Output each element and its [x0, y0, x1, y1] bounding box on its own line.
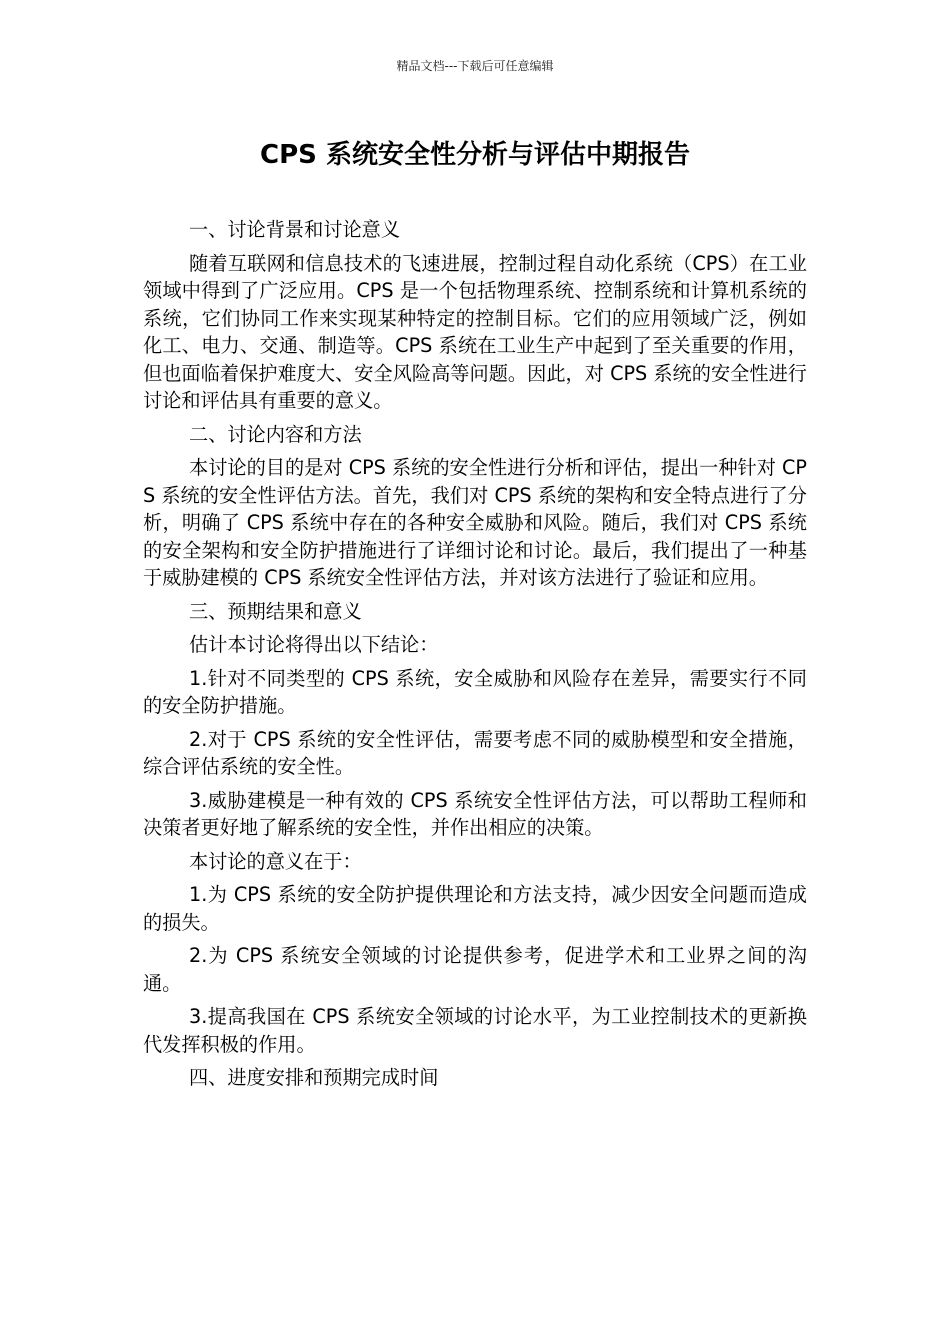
document-body	[143, 216, 807, 1098]
significance-intro: 本讨论的意义在于：	[189, 849, 362, 873]
conclusions-intro: 估计本讨论将得出以下结论：	[189, 633, 439, 656]
header-note: 精品文档---下载后可任意编辑	[396, 59, 554, 73]
significance-item: 2.为 CPS 系统安全领域的讨论提供参考，促进学术和工业界之间的沟通。	[143, 944, 807, 995]
section-heading-content-method: 二、讨论内容和方法	[189, 422, 362, 446]
section-heading-expected-results: 三、预期结果和意义	[189, 599, 362, 623]
section-heading-schedule: 四、进度安排和预期完成时间	[189, 1066, 439, 1089]
conclusion-item: 2.对于 CPS 系统的安全性评估，需要考虑不同的威胁模型和安全措施，综合评估系统的安全性。	[143, 727, 807, 778]
significance-item: 1.为 CPS 系统的安全防护提供理论和方法支持，减少因安全问题而造成的损失。	[143, 883, 807, 934]
conclusion-item: 3.威胁建模是一种有效的 CPS 系统安全性评估方法，可以帮助工程师和决策者更好地了解系统的安全性，并作出相应的决策。	[143, 788, 807, 839]
section-heading-background: 一、讨论背景和讨论意义	[189, 218, 401, 241]
paragraph-content-method: 本讨论的目的是对 CPS 系统的安全性进行分析和评估，提出一种针对 CPS 系统的安全性评估方法。首先，我们对 CPS 系统的架构和安全特点进行了分析，明确了 CPS 系统中存在的各种安全威胁和风险。随后，我们对 CPS 系统的安全架构和安全防护措施进行了详细讨论和讨论。最后，我们提出了一种基于威胁建模的 CPS 系统安全性评估方法，并对该方法进行了验证和应用。	[143, 456, 807, 589]
document-title: CPS 系统安全性分析与评估中期报告	[260, 140, 690, 170]
conclusion-item: 1.针对不同类型的 CPS 系统，安全威胁和风险存在差异，需要实行不同的安全防护措施。	[143, 666, 807, 717]
paragraph-background: 随着互联网和信息技术的飞速进展，控制过程自动化系统（CPS）在工业领域中得到了广泛应用。CPS 是一个包括物理系统、控制系统和计算机系统的系统，它们协同工作来实现某种特定的控制目标。它们的应用领域广泛，例如化工、电力、交通、制造等。CPS 系统在工业生产中起到了至关重要的作用，但也面临着保护难度大、安全风险高等问题。因此，对 CPS 系统的安全性进行讨论和评估具有重要的意义。	[143, 251, 807, 412]
significance-item: 3.提高我国在 CPS 系统安全领域的讨论水平，为工业控制技术的更新换代发挥积极的作用。	[143, 1005, 807, 1056]
